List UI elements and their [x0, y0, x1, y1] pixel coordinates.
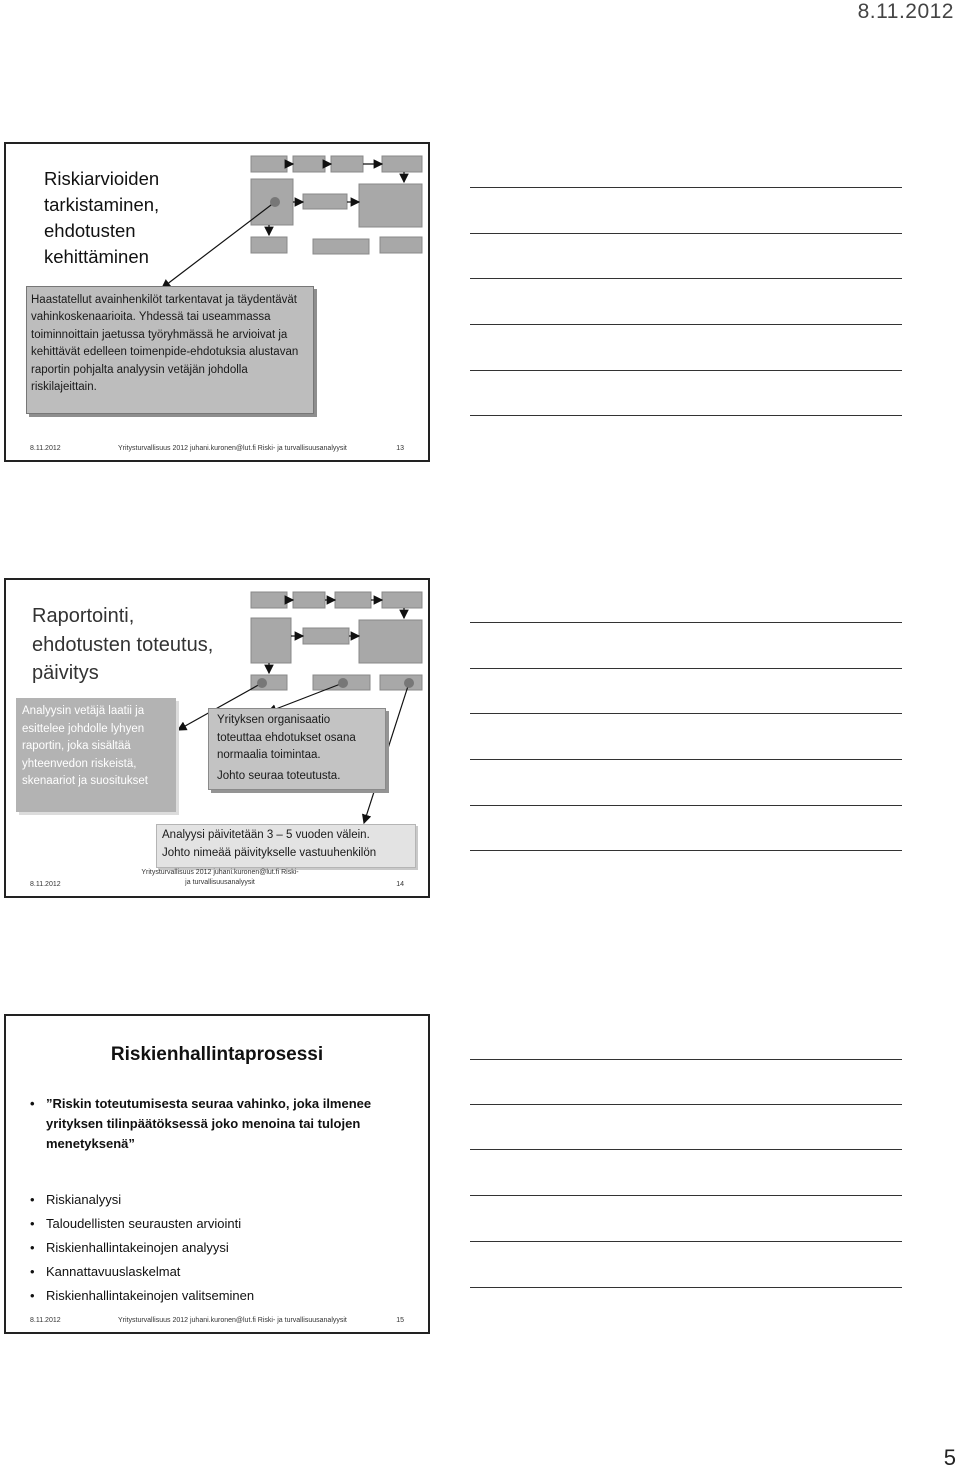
footer-date: 8.11.2012 [30, 881, 61, 888]
note-line [470, 187, 902, 188]
update-text: Analyysi päivitetään 3 – 5 vuoden välein. [162, 829, 370, 841]
update-box [156, 824, 416, 868]
list-item [30, 1286, 418, 1306]
title-line: ehdotusten [44, 220, 136, 241]
quote-text: ”Riskin toteutumisesta seuraa vahinko, joka ilmenee yrityksen tilinpäätöksessä joko menoina tai tulojen menetyksenä” [46, 1096, 372, 1151]
note-line [470, 850, 902, 851]
note-line [470, 278, 902, 279]
footer-center: Yritysturvallisuus 2012 juhani.kuronen@lut.fi Riski- ja turvallisuusanalyysit [118, 445, 347, 452]
diagram-box [313, 239, 369, 254]
title-line: Riskiarvioiden [44, 168, 160, 189]
diagram-marker [257, 678, 267, 688]
bullet-icon: • [30, 1096, 35, 1111]
note-line [470, 759, 902, 760]
slide-15-title: Riskienhallintaprosessi [110, 1044, 324, 1065]
note-line [470, 1241, 902, 1242]
report-box: Analyysin vetäjä laatii ja esittelee johdolle lyhyen raportin, joka sisältää yhteenvedon riskeistä, skenaariot ja suositukset [16, 698, 176, 812]
note-line [470, 622, 902, 623]
diagram-box [251, 592, 287, 608]
list-item [30, 1190, 418, 1210]
bullet-icon: • [30, 1192, 35, 1207]
slide-14 [4, 578, 430, 898]
diagram-box [251, 237, 287, 253]
bullet-list [30, 1094, 418, 1310]
diagram-box [251, 675, 287, 690]
note-line [470, 1287, 902, 1288]
footer-center: Yritysturvallisuus 2012 juhani.kuronen@lut.fi Riski- ja turvallisuusanalyysit [141, 869, 299, 886]
implementation-text: Yrityksen organisaatio toteuttaa ehdotukset osana normaalia toimintaa. [217, 714, 356, 762]
diagram-marker [404, 678, 414, 688]
note-line [470, 324, 902, 325]
diagram-box [293, 156, 325, 172]
note-line [470, 415, 902, 416]
footer-date: 8.11.2012 [30, 445, 61, 452]
list-item-text: Riskianalyysi [46, 1192, 122, 1207]
footer-center: Yritysturvallisuus 2012 juhani.kuronen@lut.fi Riski- ja turvallisuusanalyysit [118, 1317, 347, 1324]
list-item [30, 1214, 418, 1234]
slide-footer [6, 434, 428, 452]
bullet-icon: • [30, 1216, 35, 1231]
diagram-box [303, 628, 349, 644]
diagram-box [380, 237, 422, 253]
note-line [470, 370, 902, 371]
diagram-box [382, 592, 422, 608]
title-line: tarkistaminen, [44, 194, 160, 215]
diagram-marker [270, 197, 280, 207]
diagram-box [359, 184, 422, 227]
note-line [470, 1149, 902, 1150]
update-owner-text: Johto nimeää päivitykselle vastuuhenkilön [162, 846, 377, 859]
title-line: Raportointi, [32, 605, 135, 627]
diagram-box [382, 156, 422, 172]
slide-number: 14 [396, 881, 404, 888]
page-header-date: 8.11.2012 [857, 0, 954, 23]
diagram-box [359, 620, 422, 663]
diagram-box [303, 194, 347, 209]
diagram-marker [338, 678, 348, 688]
list-item [30, 1262, 418, 1282]
slide-15 [4, 1014, 430, 1334]
diagram-box [331, 156, 363, 172]
list-item-text: Riskienhallintakeinojen analyysi [46, 1240, 229, 1255]
diagram-box [251, 618, 291, 663]
list-item-text: Kannattavuuslaskelmat [46, 1264, 181, 1279]
note-line [470, 713, 902, 714]
note-line [470, 1195, 902, 1196]
list-item-text: Riskienhallintakeinojen valitseminen [46, 1288, 255, 1303]
note-line [470, 668, 902, 669]
diagram-box [293, 592, 325, 608]
note-line [470, 1059, 902, 1060]
page-number: 5 [943, 1445, 956, 1470]
description-box: Haastatellut avainhenkilöt tarkentavat ja täydentävät vahinkoskenaarioita. Yhdessä tai useammassa toiminnoittain jaetussa työryhmässä he arvioivat ja kehittävät edelleen toimenpide-ehdotuksia alustavan raportin pohjalta analyysin vetäjän johdolla riskilajeittain. [26, 286, 314, 414]
slide-number: 13 [396, 445, 404, 452]
note-line [470, 1104, 902, 1105]
implementation-box [208, 708, 386, 790]
bullet-icon: • [30, 1240, 35, 1255]
slide-footer [6, 870, 428, 888]
title-line: kehittäminen [44, 246, 149, 267]
bullet-icon: • [30, 1264, 35, 1279]
title-line: ehdotusten toteutus, [32, 633, 214, 656]
note-line [470, 233, 902, 234]
list-item [30, 1238, 418, 1258]
footer-date: 8.11.2012 [30, 1317, 61, 1324]
diagram-box [251, 156, 287, 172]
diagram-box [380, 675, 422, 690]
note-line [470, 805, 902, 806]
list-item-text: Taloudellisten seurausten arviointi [46, 1216, 242, 1231]
list-item [30, 1094, 418, 1154]
bullet-icon: • [30, 1288, 35, 1303]
diagram-box [335, 592, 371, 608]
slide-footer [6, 1306, 428, 1324]
title-line: päivitys [32, 662, 99, 684]
slide-number: 15 [396, 1317, 404, 1324]
slide-13 [4, 142, 430, 462]
implementation-followup: Johto seuraa toteutusta. [217, 769, 341, 782]
